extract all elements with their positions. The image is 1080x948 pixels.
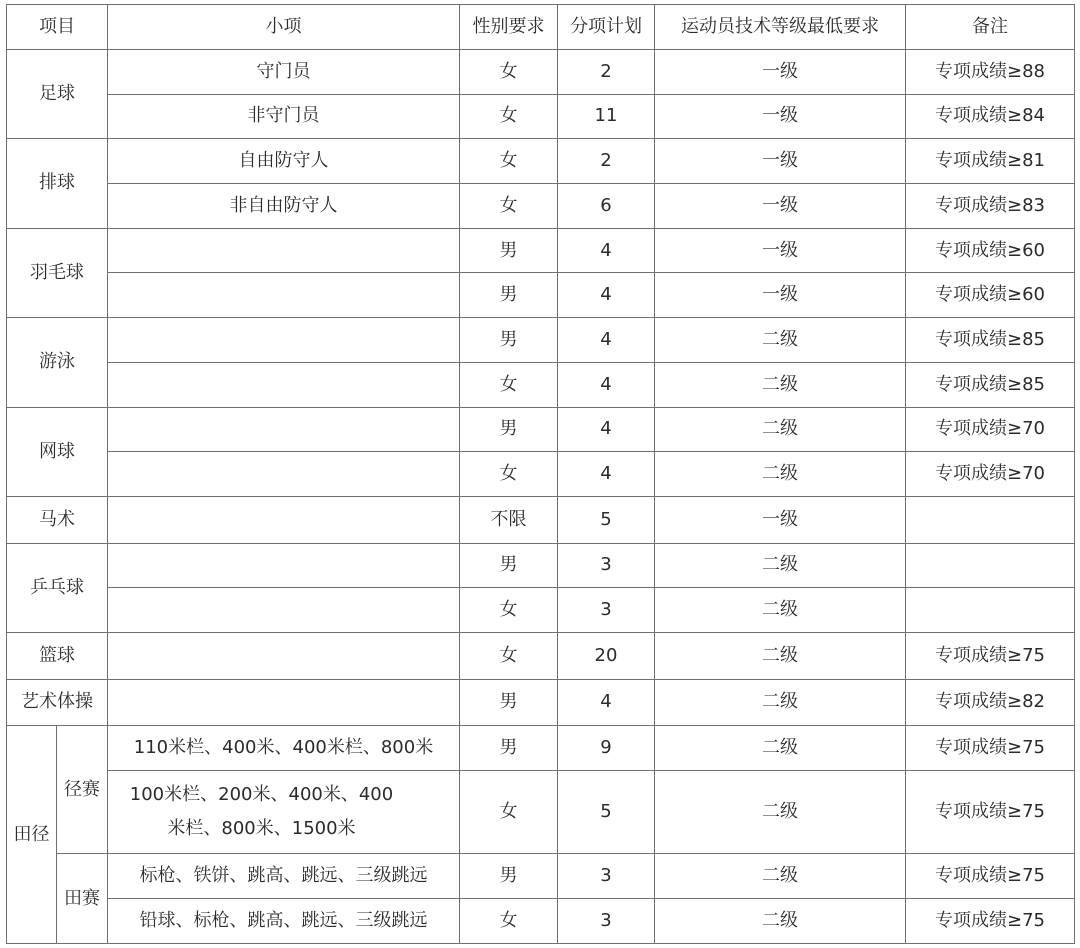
gender-cell: 男 (460, 228, 558, 273)
plan-cell: 3 (558, 543, 655, 588)
table-row (7, 632, 1075, 679)
subitem-cell (108, 679, 460, 726)
level-cell: 二级 (655, 543, 906, 588)
gender-cell: 男 (460, 854, 558, 899)
subitem-cell: 110米栏、400米、400米栏、800米 (108, 726, 460, 771)
plan-cell: 3 (558, 899, 655, 944)
gender-cell: 女 (460, 632, 558, 679)
sport-cell: 篮球 (7, 632, 108, 679)
level-cell: 二级 (655, 854, 906, 899)
table-row (7, 588, 1075, 633)
level-cell: 一级 (655, 94, 906, 139)
level-cell: 二级 (655, 452, 906, 497)
plan-cell: 9 (558, 726, 655, 771)
note-cell: 专项成绩≥70 (906, 407, 1075, 452)
subitem-cell (108, 452, 460, 497)
gender-cell: 不限 (460, 496, 558, 543)
subitem-cell (108, 362, 460, 407)
table-row (7, 50, 1075, 95)
gender-cell: 女 (460, 50, 558, 95)
subitem-cell: 铅球、标枪、跳高、跳远、三级跳远 (108, 899, 460, 944)
note-cell: 专项成绩≥84 (906, 94, 1075, 139)
gender-cell: 女 (460, 139, 558, 184)
gender-cell: 女 (460, 94, 558, 139)
subitem-cell (108, 632, 460, 679)
table-row (7, 452, 1075, 497)
subitem-cell (108, 588, 460, 633)
gender-cell: 女 (460, 771, 558, 854)
subitem-cell: 自由防守人 (108, 139, 460, 184)
plan-cell: 5 (558, 771, 655, 854)
level-cell: 一级 (655, 228, 906, 273)
note-cell: 专项成绩≥75 (906, 726, 1075, 771)
plan-cell: 6 (558, 184, 655, 229)
gender-cell: 女 (460, 362, 558, 407)
plan-cell: 20 (558, 632, 655, 679)
plan-cell: 4 (558, 228, 655, 273)
plan-cell: 4 (558, 407, 655, 452)
plan-cell: 2 (558, 50, 655, 95)
header-note: 备注 (906, 5, 1075, 50)
level-cell: 一级 (655, 50, 906, 95)
subitem-cell (108, 543, 460, 588)
table-row (7, 228, 1075, 273)
enrollment-plan-table (6, 4, 1075, 944)
note-cell: 专项成绩≥81 (906, 139, 1075, 184)
subitem-cell (108, 273, 460, 318)
table-row (7, 94, 1075, 139)
table-row (7, 407, 1075, 452)
sport-cell: 马术 (7, 496, 108, 543)
level-cell: 二级 (655, 679, 906, 726)
note-cell: 专项成绩≥82 (906, 679, 1075, 726)
subitem-cell: 非自由防守人 (108, 184, 460, 229)
plan-cell: 4 (558, 679, 655, 726)
level-cell: 二级 (655, 632, 906, 679)
gender-cell: 女 (460, 588, 558, 633)
subitem-cell (108, 407, 460, 452)
header-plan: 分项计划 (558, 5, 655, 50)
header-gender: 性别要求 (460, 5, 558, 50)
level-cell: 二级 (655, 407, 906, 452)
sport-cell: 乒乓球 (7, 543, 108, 632)
gender-cell: 女 (460, 452, 558, 497)
table-row (7, 726, 1075, 771)
sport-cell: 艺术体操 (7, 679, 108, 726)
sport-cell: 田径 (7, 726, 57, 944)
plan-cell: 4 (558, 273, 655, 318)
gender-cell: 男 (460, 273, 558, 318)
plan-cell: 4 (558, 318, 655, 363)
note-cell (906, 496, 1075, 543)
table-row (7, 139, 1075, 184)
table-row (7, 496, 1075, 543)
subitem-cell: 守门员 (108, 50, 460, 95)
gender-cell: 男 (460, 679, 558, 726)
subitem-cell: 标枪、铁饼、跳高、跳远、三级跳远 (108, 854, 460, 899)
subitem-cell: 100米栏、200米、400米、400米栏、800米、1500米 (108, 771, 460, 854)
gender-cell: 男 (460, 543, 558, 588)
table-row (7, 679, 1075, 726)
note-cell: 专项成绩≥88 (906, 50, 1075, 95)
gender-cell: 女 (460, 184, 558, 229)
table-row (7, 318, 1075, 363)
plan-cell: 3 (558, 588, 655, 633)
note-cell: 专项成绩≥60 (906, 273, 1075, 318)
subitem-cell (108, 318, 460, 363)
sport-cell: 排球 (7, 139, 108, 228)
level-cell: 一级 (655, 273, 906, 318)
note-cell (906, 588, 1075, 633)
level-cell: 二级 (655, 726, 906, 771)
plan-cell: 11 (558, 94, 655, 139)
note-cell: 专项成绩≥60 (906, 228, 1075, 273)
subitem-cell: 非守门员 (108, 94, 460, 139)
note-cell (906, 543, 1075, 588)
table-row (7, 854, 1075, 899)
note-cell: 专项成绩≥70 (906, 452, 1075, 497)
header-level: 运动员技术等级最低要求 (655, 5, 906, 50)
header-item: 项目 (7, 5, 108, 50)
plan-cell: 5 (558, 496, 655, 543)
subgroup-cell: 田赛 (57, 854, 108, 944)
note-cell: 专项成绩≥75 (906, 632, 1075, 679)
level-cell: 一级 (655, 496, 906, 543)
table-row (7, 184, 1075, 229)
gender-cell: 男 (460, 318, 558, 363)
note-cell: 专项成绩≥75 (906, 771, 1075, 854)
gender-cell: 男 (460, 407, 558, 452)
table-row (7, 543, 1075, 588)
plan-cell: 3 (558, 854, 655, 899)
gender-cell: 男 (460, 726, 558, 771)
plan-cell: 2 (558, 139, 655, 184)
level-cell: 二级 (655, 771, 906, 854)
subitem-cell (108, 228, 460, 273)
note-cell: 专项成绩≥75 (906, 854, 1075, 899)
header-row (7, 5, 1075, 50)
subitem-cell (108, 496, 460, 543)
table-row (7, 273, 1075, 318)
level-cell: 二级 (655, 318, 906, 363)
note-cell: 专项成绩≥85 (906, 318, 1075, 363)
gender-cell: 女 (460, 899, 558, 944)
sport-cell: 羽毛球 (7, 228, 108, 317)
note-cell: 专项成绩≥75 (906, 899, 1075, 944)
sport-cell: 网球 (7, 407, 108, 496)
level-cell: 一级 (655, 184, 906, 229)
table-row (7, 362, 1075, 407)
plan-cell: 4 (558, 452, 655, 497)
header-subitem: 小项 (108, 5, 460, 50)
table-row (7, 771, 1075, 854)
level-cell: 二级 (655, 362, 906, 407)
sport-cell: 足球 (7, 50, 108, 139)
note-cell: 专项成绩≥85 (906, 362, 1075, 407)
level-cell: 二级 (655, 588, 906, 633)
table-row (7, 899, 1075, 944)
sport-cell: 游泳 (7, 318, 108, 407)
note-cell: 专项成绩≥83 (906, 184, 1075, 229)
level-cell: 二级 (655, 899, 906, 944)
plan-cell: 4 (558, 362, 655, 407)
level-cell: 一级 (655, 139, 906, 184)
subgroup-cell: 径赛 (57, 726, 108, 854)
